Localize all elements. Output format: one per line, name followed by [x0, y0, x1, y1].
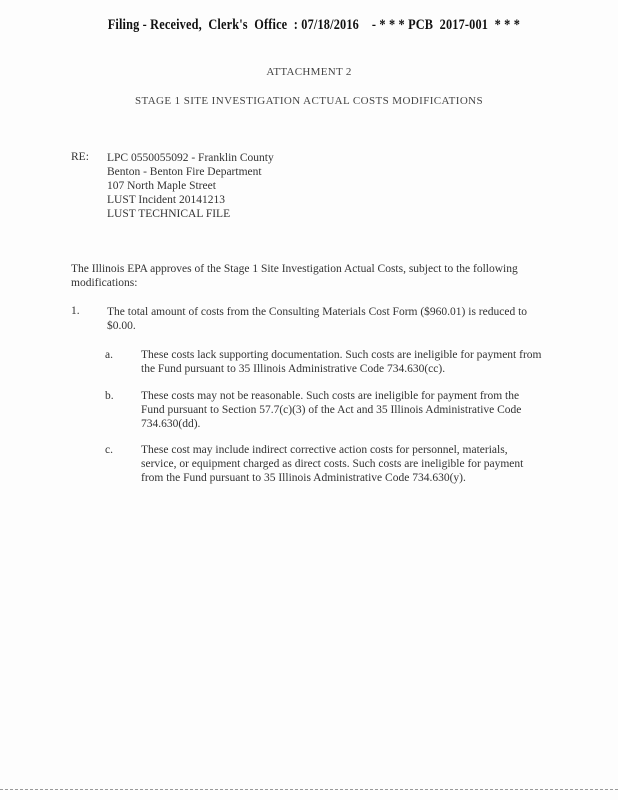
filing-stamp-header: Filing - Received, Clerk's Office : 07/18/2016 - * * * PCB 2017-001 * * *	[107, 17, 521, 33]
re-address-block	[107, 151, 274, 221]
re-line-incident: LUST Incident 20141213	[107, 194, 225, 206]
re-line-site: Benton - Benton Fire Department	[107, 166, 262, 178]
subitem-text: These costs may not be reasonable. Such costs are ineligible for payment from the Fund pursuant to Section 57.7(c)(3) of the Act and 35 Illinois Administrative Code 734.630(dd).	[141, 390, 522, 430]
item-text: The total amount of costs from the Consulting Materials Cost Form ($960.01) is reduced to $0.00.	[107, 306, 528, 332]
re-line-lpc: LPC 0550055092 - Franklin County	[107, 152, 274, 164]
intro-paragraph: The Illinois EPA approves of the Stage 1 Site Investigation Actual Costs, subject to the following modifications:	[71, 263, 518, 289]
subitem-letter: a.	[105, 349, 113, 361]
subitem-letter: c.	[105, 444, 113, 456]
attachment-label: ATTACHMENT 2	[266, 66, 352, 78]
item-number: 1.	[71, 305, 80, 317]
attachment-title: STAGE 1 SITE INVESTIGATION ACTUAL COSTS MODIFICATIONS	[134, 95, 484, 107]
subitem-text: These cost may include indirect corrective action costs for personnel, materials, service, or equipment charged as direct costs. Such costs are ineligible for payment from the Fund pursuant to 35 Illinois Administrative Code 734.630(y).	[141, 444, 524, 484]
scan-edge-line	[0, 789, 618, 791]
subitem-text: These costs lack supporting documentation. Such costs are ineligible for payment from the Fund pursuant to 35 Illinois Administrative Code 734.630(cc).	[141, 349, 542, 375]
re-line-street: 107 North Maple Street	[107, 180, 216, 192]
re-label: RE:	[71, 151, 89, 163]
re-line-file: LUST TECHNICAL FILE	[107, 208, 231, 220]
subitem-letter: b.	[105, 390, 114, 402]
